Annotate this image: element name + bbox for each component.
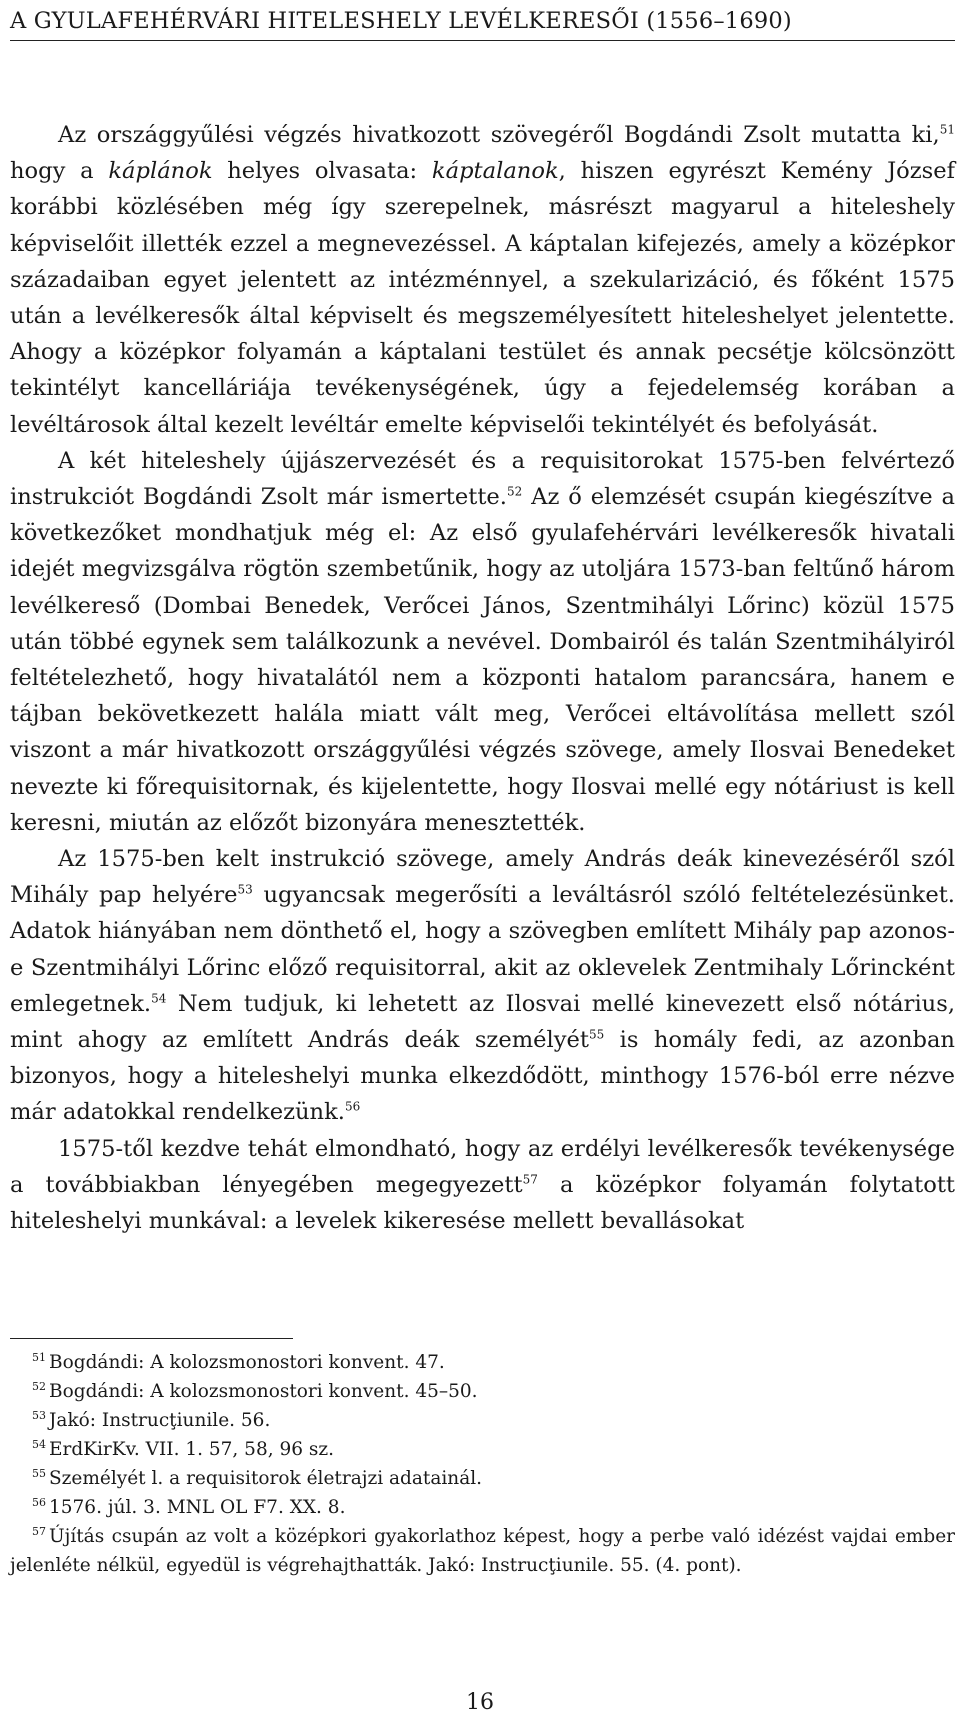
- text-run: ugyancsak megerősíti a leváltásról szóló feltételezésünket. Adatok hiányában nem dönthető el, hogy a szövegben említett Mihály pap azonos-e Szentmihályi Lőrinc előző requisitorral, akit az oklevelek Zentmihaly Lőrincként emlegetnek.: [10, 882, 955, 1017]
- footnote-number: 57: [32, 1524, 46, 1538]
- text-run: hogy a: [10, 158, 109, 185]
- footnote-53: [10, 1406, 955, 1435]
- footnote-ref-55[interactable]: 55: [588, 1027, 605, 1042]
- footnote-separator: [10, 1338, 293, 1339]
- text-run: helyes olvasata:: [212, 158, 432, 185]
- running-head: A GYULAFEHÉRVÁRI HITELESHELY LEVÉLKERESŐI (1556–1690): [10, 6, 955, 41]
- footnote-57: [10, 1522, 955, 1580]
- footnote-55: [10, 1464, 955, 1493]
- page-number: 16: [466, 1690, 494, 1715]
- body-text: [10, 117, 955, 1239]
- footnote-52: [10, 1377, 955, 1406]
- footnote-number: 54: [32, 1437, 46, 1451]
- footnote-text: 1576. júl. 3. MNL OL F7. XX. 8.: [49, 1497, 346, 1518]
- text-run: Az országgyűlési végzés hivatkozott szövegéről Bogdándi Zsolt mutatta ki,: [58, 122, 940, 148]
- text-run: , hiszen egyrészt Kemény József korábbi közlésében még így szerepelnek, másrészt magyarul a hiteleshely képviselőit illették ezzel a megnevezéssel. A káptalan kifejezés, amely a középkor századaiban egyet jelentett az intézménnyel, a szekularizáció, és főként 1575 után a levélkeresők által képviselt és megszemélyesített hiteleshelyet jelentette. Ahogy a középkor folyamán a káptalani testület és annak pecsétje kölcsönzött tekintélyt kancelláriája tevékenységének, úgy a fejedelemség korában a levéltárosok által kezelt levéltár emelte képviselői tekintélyét és befolyását.: [10, 158, 955, 438]
- footnote-ref-53[interactable]: 53: [237, 882, 253, 897]
- italic-term: káptalanok: [431, 158, 559, 185]
- footnote-number: 56: [32, 1495, 46, 1509]
- footnote-number: 52: [32, 1379, 46, 1393]
- footnote-ref-57[interactable]: 57: [522, 1172, 538, 1187]
- text-run: Az 1575-ben kelt instrukció szövege, amely András deák kinevezéséről szól Mihály pap helyére: [10, 846, 955, 909]
- footnote-text: ErdKirKv. VII. 1. 57, 58, 96 sz.: [49, 1439, 335, 1460]
- text-run: is homály fedi, az azonban bizonyos, hogy a hiteleshelyi munka elkezdődött, minthogy 1576-ból erre nézve már adatokkal rendelkezünk.: [10, 1027, 955, 1126]
- footnote-text: Jakó: Instrucţiunile. 56.: [49, 1410, 271, 1431]
- footnote-56: [10, 1493, 955, 1522]
- footnote-54: [10, 1435, 955, 1464]
- text-run: Az ő elemzését csupán kiegészítve a következőket mondhatjuk még el: Az első gyulafehérvári levélkeresők hivatali idejét megvizsgálva rögtön szembetűnik, hogy az utoljára 1573-ban feltűnő három levélkereső (Dombai Benedek, Verőcei János, Szentmihályi Lőrinc) közül 1575 után többé egynek sem találkozunk a nevével. Dombairól és talán Szentmihályiról feltételezhető, hogy hivatalától nem a központi hatalom parancsára, hanem e tájban bekövetkezett halála miatt vált meg, Verőcei eltávolítása mellett szól viszont a már hivatkozott országgyűlési végzés szövege, amely Ilosvai Benedeket nevezte ki főrequisitornak, és kijelentette, hogy Ilosvai mellé egy nótáriust is kell keresni, miután az előzőt bizonyára menesztették.: [10, 484, 955, 836]
- footnote-text: Bogdándi: A kolozsmonostori konvent. 45–50.: [49, 1381, 478, 1402]
- footnote-51: [10, 1348, 955, 1377]
- paragraph-3: [10, 841, 955, 1131]
- footnote-text: Újítás csupán az volt a középkori gyakorlathoz képest, hogy a perbe való idézést vajdai ember jelenléte nélkül, egyedül is végrehajthatták. Jakó: Instrucţiunile. 55. (4. pont).: [10, 1526, 955, 1576]
- text-run: Nem tudjuk, ki lehetett az Ilosvai mellé kinevezett első nótárius, mint ahogy az említett András deák személyét: [10, 990, 955, 1054]
- paragraph-2: [10, 443, 955, 841]
- text-run: a középkor folyamán folytatott hiteleshelyi munkával: a levelek kikeresése mellett bevallásokat: [10, 1171, 955, 1235]
- italic-term: káplánok: [108, 158, 213, 185]
- text-run: 1575-től kezdve tehát elmondható, hogy az erdélyi levélkeresők tevékenysége a továbbiakban lényegében megegyezett: [10, 1135, 955, 1198]
- footnote-number: 53: [32, 1408, 46, 1422]
- footnote-ref-54[interactable]: 54: [151, 991, 167, 1006]
- footnote-number: 55: [32, 1466, 46, 1480]
- footnotes: [10, 1348, 955, 1580]
- footnote-text: Bogdándi: A kolozsmonostori konvent. 47.: [49, 1352, 445, 1373]
- paragraph-4: [10, 1131, 955, 1240]
- footnote-ref-52[interactable]: 52: [506, 484, 523, 499]
- paragraph-1: [10, 117, 955, 443]
- footnote-number: 51: [32, 1350, 46, 1364]
- footnote-ref-51[interactable]: 51: [939, 122, 955, 137]
- footnote-text: Személyét l. a requisitorok életrajzi adatainál.: [49, 1468, 483, 1489]
- text-run: A két hiteleshely újjászervezését és a requisitorokat 1575-ben felvértező instrukciót Bogdándi Zsolt már ismertette.: [10, 447, 955, 511]
- footnote-ref-56[interactable]: 56: [344, 1099, 361, 1114]
